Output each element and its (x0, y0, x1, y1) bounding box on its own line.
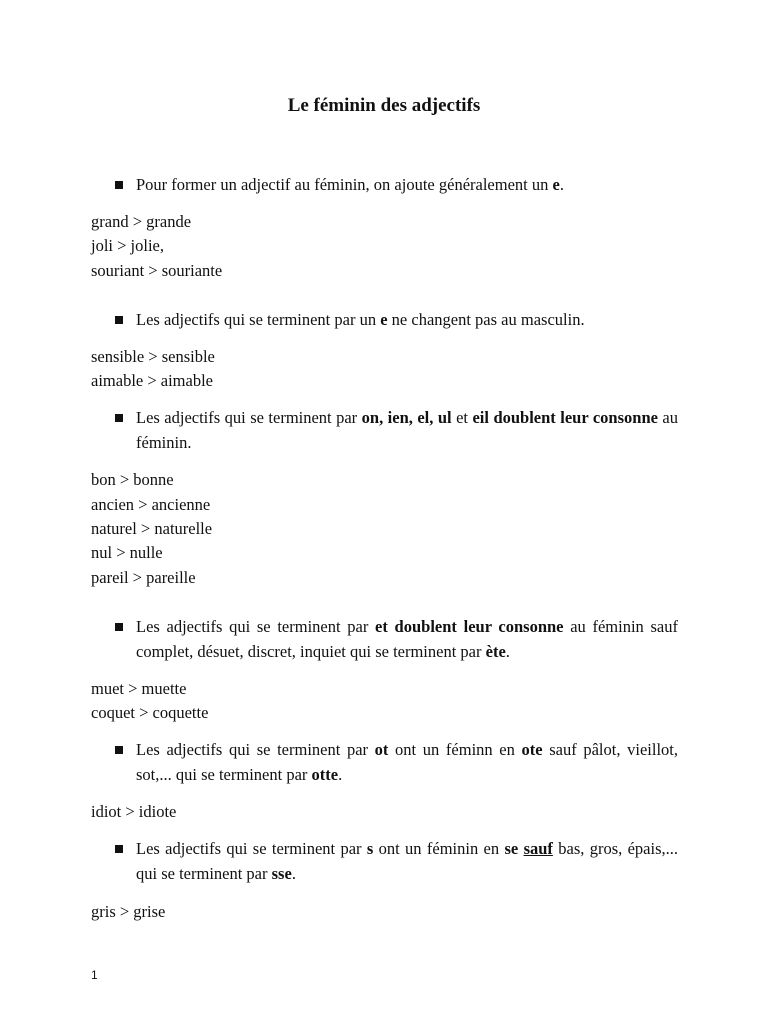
example-line: coquet > coquette (91, 703, 209, 722)
example-line: souriant > souriante (91, 261, 223, 280)
bold-term: et doublent leur consonne (375, 617, 564, 636)
bold-term: se (504, 839, 519, 858)
bold-term: sauf (523, 839, 553, 858)
bullet-icon (115, 414, 123, 422)
bold-term: ot (374, 740, 389, 759)
example-line: bon > bonne (91, 470, 174, 489)
example-line: aimable > aimable (91, 371, 214, 390)
rule-text: Les adjectifs qui se terminent par ot ont un féminn en ote sauf pâlot, vieillot, sot,... qui se terminent par otte. (136, 740, 678, 784)
bullet-icon (115, 316, 123, 324)
example-line: grand > grande (91, 212, 192, 231)
example-line: nul > nulle (91, 543, 163, 562)
bold-term: e (552, 175, 560, 194)
bullet-icon (115, 623, 123, 631)
example-line: pareil > pareille (91, 568, 196, 587)
example-line: ancien > ancienne (91, 495, 211, 514)
example-line: muet > muette (91, 679, 187, 698)
bullet-icon (115, 746, 123, 754)
rule-text: Pour former un adjectif au féminin, on ajoute généralement un e. (136, 175, 564, 194)
rule-text: Les adjectifs qui se terminent par un e ne changent pas au masculin. (136, 310, 585, 329)
bold-term: eil doublent leur consonne (472, 408, 658, 427)
bold-term: otte (311, 764, 339, 784)
bold-term: s (366, 839, 374, 858)
bold-term: ète (485, 641, 506, 661)
example-line: naturel > naturelle (91, 519, 213, 538)
example-line: idiot > idiote (91, 802, 177, 821)
example-line: joli > jolie, (91, 236, 165, 255)
rule-text: Les adjectifs qui se terminent par on, ien, el, ul et eil doublent leur consonne au féminin. (136, 408, 678, 452)
bullet-icon (115, 181, 123, 189)
rule-text: Les adjectifs qui se terminent par s ont un féminin en se sauf bas, gros, épais,... qui se terminent par sse. (136, 839, 678, 883)
rule-text: Les adjectifs qui se terminent par et doublent leur consonne au féminin sauf complet, désuet, discret, inquiet qui se terminent par ète. (136, 617, 678, 661)
bullet-icon (115, 845, 123, 853)
page-title: Le féminin des adjectifs (287, 95, 481, 116)
bold-term: on, ien, el, ul (361, 408, 452, 427)
bold-term: ote (521, 740, 543, 759)
example-line: sensible > sensible (91, 347, 215, 366)
example-line: gris > grise (91, 902, 166, 921)
bold-term: sse (271, 863, 292, 883)
bold-term: e (380, 310, 388, 329)
page-number: 1 (91, 968, 98, 982)
